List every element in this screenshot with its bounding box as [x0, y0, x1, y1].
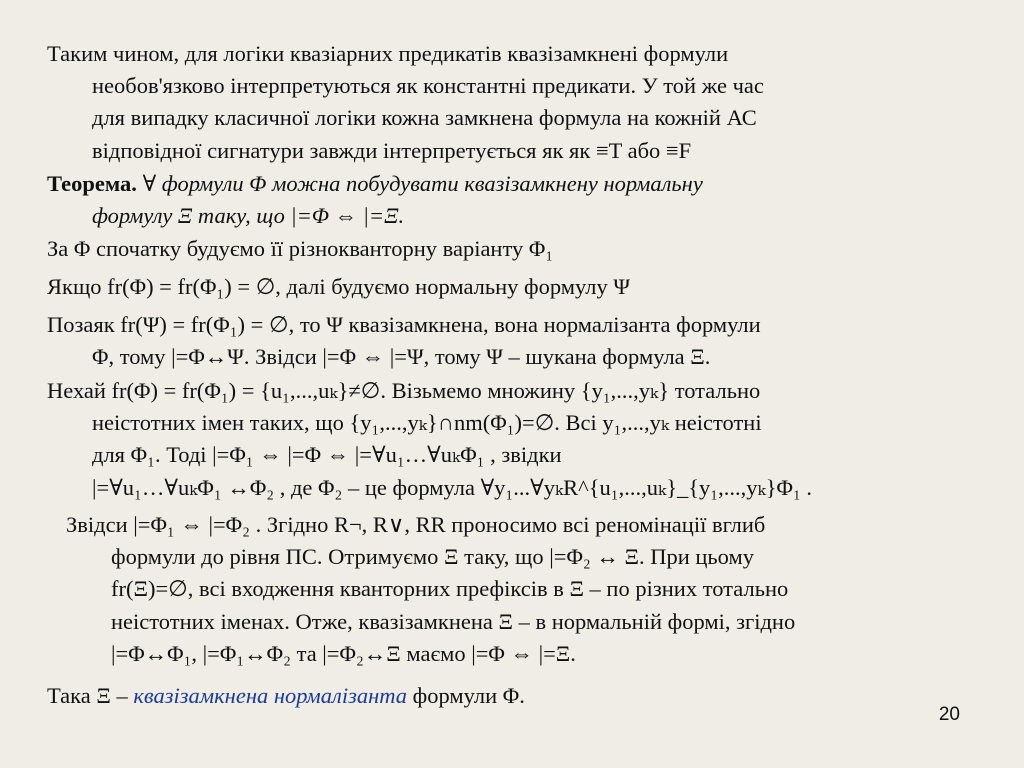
text-line: для випадку класичної логіки кожна замкнена формула на кожній АС: [92, 105, 757, 131]
step-variant-paragraph: [47, 233, 1024, 265]
text-line: відповідної сигнатури завжди інтерпретується як як ≡T або ≡F: [92, 137, 692, 163]
text-line: неістотних імен таких, що {y₁,...,yₖ}∩nm(Φ₁)=∅. Всі y₁,...,yₖ неістотні: [92, 410, 762, 436]
text-line: Якщо fr(Φ) = fr(Φ₁) = ∅, далі будуємо нормальну формулу Ψ: [47, 274, 630, 299]
text-line: |=Φ↔Φ₁, |=Φ₁↔Φ₂ та |=Φ₂↔Ξ маємо |=Φ ⇔ |=Ξ.: [111, 640, 576, 666]
let-paragraph: [47, 375, 1024, 504]
theorem-paragraph: [47, 168, 1024, 232]
text-line: необов'язково інтерпретуються як константні предикати. У той же час: [92, 73, 764, 99]
text-line: формулу Ξ таку, що |=Φ ⇔ |=Ξ.: [92, 203, 405, 229]
hence-paragraph: [66, 509, 1024, 670]
text-line: Нехай fr(Φ) = fr(Φ₁) = {u₁,...,uₖ}≠∅. Візьмемо множину {y₁,...,yₖ} тотально: [47, 378, 761, 403]
step-normal-paragraph: [47, 271, 1024, 303]
highlighted-term: квазізамкнена нормалізанта: [133, 683, 408, 708]
text-line: За Φ спочатку будуємо її різнокванторну варіанту Φ₁: [47, 236, 554, 261]
conclusion-line: Така Ξ – квазізамкнена нормалізанта формули Φ.: [47, 683, 525, 708]
text-line: [47, 168, 1024, 200]
text-line: Звідси |=Φ₁ ⇔ |=Φ₂ . Згідно R¬, R∨, RR проносимо всі реномінації вглиб: [66, 512, 766, 537]
text-line: Таким чином, для логіки квазіарних предикатів квазізамкнені формули: [47, 41, 729, 66]
text-line: для Φ₁. Тоді |=Φ₁ ⇔ |=Φ ⇔ |=∀u₁…∀uₖΦ₁ , звідки: [92, 442, 562, 468]
text-line: Φ, тому |=Φ↔Ψ. Звідси |=Φ ⇔ |=Ψ, тому Ψ – шукана формула Ξ.: [92, 344, 711, 370]
since-paragraph: [47, 309, 1024, 373]
page-number: 20: [938, 704, 960, 725]
theorem-text: ∀ формули Φ можна побудувати квазізамкнену нормальну: [142, 171, 703, 196]
text-line: Позаяк fr(Ψ) = fr(Φ₁) = ∅, то Ψ квазізамкнена, вона нормалізанта формули: [47, 312, 761, 337]
text-line: fr(Ξ)=∅, всі входження кванторних префіксів в Ξ – по різних тотально: [111, 576, 789, 602]
conclusion-paragraph: [47, 680, 1024, 712]
text-line: |=∀u₁…∀uₖΦ₁ ↔Φ₂ , де Φ₂ – це формула ∀y₁...∀yₖR^{u₁,...,uₖ}_{y₁,...,yₖ}Φ₁ .: [92, 474, 813, 500]
intro-paragraph: [47, 38, 1024, 167]
theorem-label: Теорема.: [47, 171, 137, 196]
text-line: формули до рівня ПС. Отримуємо Ξ таку, що |=Φ₂ ↔ Ξ. При цьому: [111, 544, 754, 570]
text-line: неістотних іменах. Отже, квазізамкнена Ξ – в нормальній формі, згідно: [111, 608, 796, 634]
